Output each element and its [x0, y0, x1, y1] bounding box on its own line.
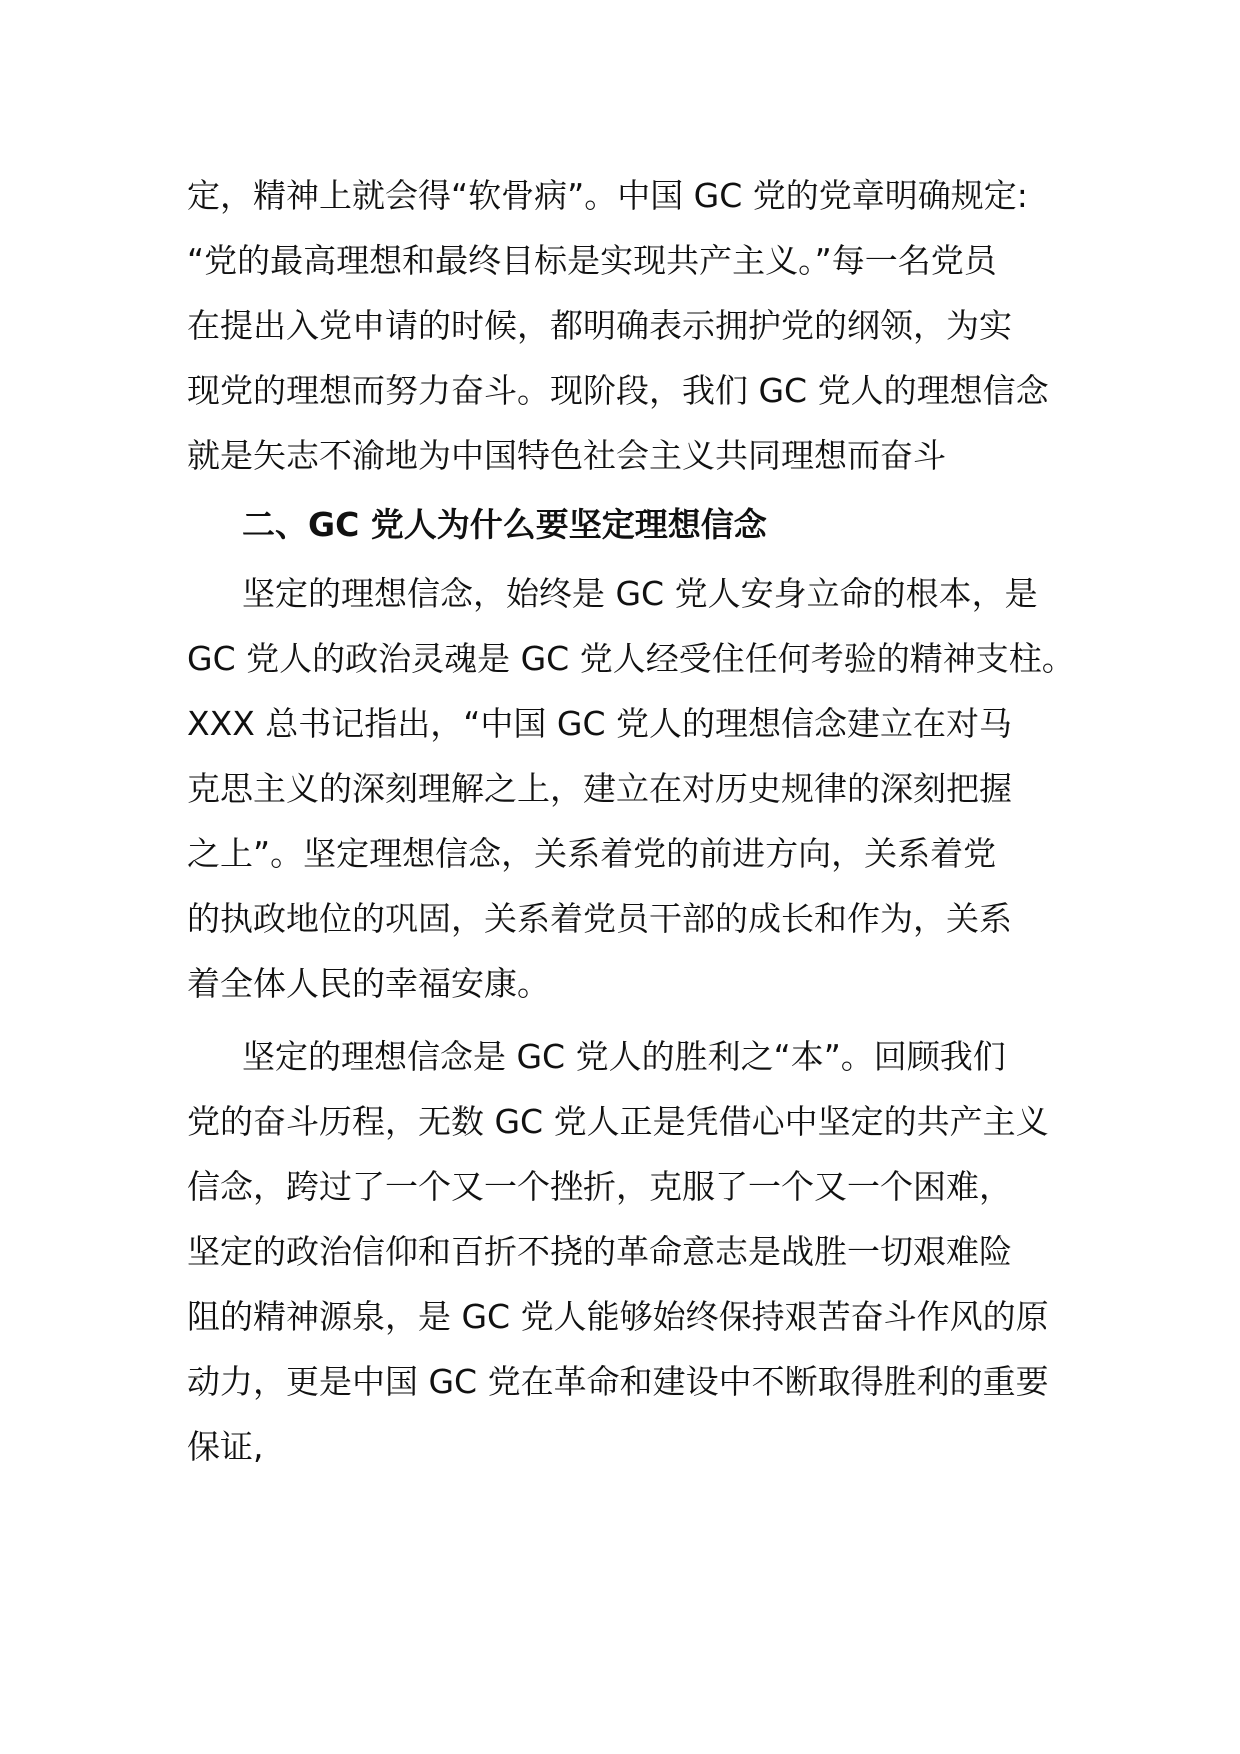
paragraph-3-line-5: 阻的精神源泉，是 GC 党人能够始终保持艰苦奋斗作风的原	[187, 1297, 1049, 1336]
paragraph-1-line-4: 现党的理想而努力奋斗。现阶段，我们 GC 党人的理想信念	[187, 371, 1049, 410]
paragraph-3-line-4: 坚定的政治信仰和百折不挠的革命意志是战胜一切艰难险	[187, 1232, 1012, 1271]
paragraph-2-line-3: XXX 总书记指出，“中国 GC 党人的理想信念建立在对马	[187, 704, 1012, 743]
paragraph-1-line-1: 定，精神上就会得“软骨病”。中国 GC 党的党章明确规定:	[187, 176, 1028, 215]
paragraph-3-line-3: 信念，跨过了一个又一个挫折，克服了一个又一个困难，	[187, 1167, 1012, 1206]
paragraph-2-line-4: 克思主义的深刻理解之上，建立在对历史规律的深刻把握	[187, 769, 1012, 808]
paragraph-2-line-5: 之上”。坚定理想信念，关系着党的前进方向，关系着党	[187, 834, 997, 873]
paragraph-3-line-6: 动力，更是中国 GC 党在革命和建设中不断取得胜利的重要	[187, 1362, 1049, 1401]
paragraph-2-line-1: 坚定的理想信念，始终是 GC 党人安身立命的根本，是	[242, 574, 1038, 613]
paragraph-2-line-6: 的执政地位的巩固，关系着党员干部的成长和作为，关系	[187, 899, 1012, 938]
paragraph-1-line-2: “党的最高理想和最终目标是实现共产主义。”每一名党员	[187, 241, 997, 280]
paragraph-3-line-7: 保证,	[187, 1427, 264, 1466]
paragraph-1-line-5: 就是矢志不渝地为中国特色社会主义共同理想而奋斗	[187, 436, 946, 475]
section-heading: 二、GC 党人为什么要坚定理想信念	[242, 505, 767, 544]
paragraph-2-line-7: 着全体人民的幸福安康。	[187, 964, 550, 1003]
paragraph-2-line-2: GC 党人的政治灵魂是 GC 党人经受住任何考验的精神支柱。	[187, 639, 1075, 678]
paragraph-1-line-3: 在提出入党申请的时候，都明确表示拥护党的纲领，为实	[187, 306, 1012, 345]
paragraph-3-line-1: 坚定的理想信念是 GC 党人的胜利之“本”。回顾我们	[242, 1037, 1006, 1076]
paragraph-3-line-2: 党的奋斗历程，无数 GC 党人正是凭借心中坚定的共产主义	[187, 1102, 1049, 1141]
